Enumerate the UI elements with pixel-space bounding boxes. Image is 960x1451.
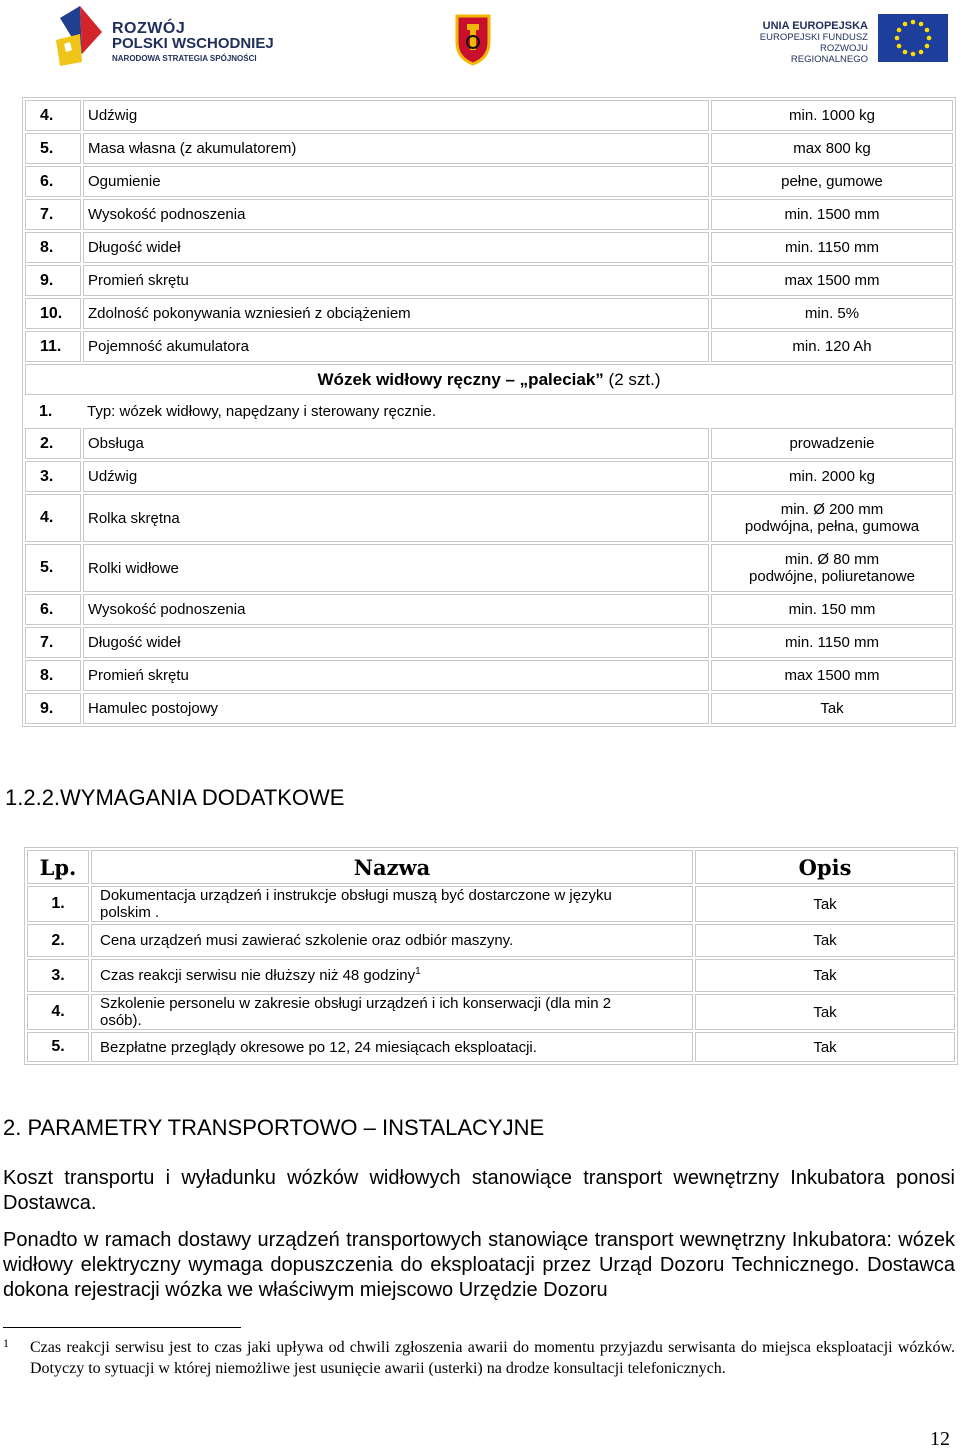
row-value: min. 1150 mm [711, 627, 953, 658]
row-value [711, 494, 953, 542]
table-row [25, 265, 953, 296]
value-line1: min. Ø 80 mm [784, 551, 880, 568]
table-row [25, 331, 953, 362]
row-number: 7. [25, 627, 81, 658]
row-label: Zdolność pokonywania wzniesień z obciążeniem [83, 298, 709, 329]
section-row [25, 364, 953, 395]
row-number: 3. [25, 461, 81, 492]
table-row [25, 627, 953, 658]
row-label: Wysokość podnoszenia [83, 199, 709, 230]
table-row [25, 298, 953, 329]
table-row [25, 133, 953, 164]
section-qty: (2 szt.) [608, 369, 661, 389]
table-row [25, 199, 953, 230]
table-row [27, 1032, 955, 1062]
row-value: Tak [695, 959, 955, 992]
row-value: min. 5% [711, 298, 953, 329]
row-number: 8. [25, 660, 81, 691]
row-value: Tak [711, 693, 953, 724]
row-label: Pojemność akumulatora [83, 331, 709, 362]
row-number: 2. [27, 924, 89, 957]
table-row [25, 693, 953, 724]
table-row [27, 959, 955, 992]
eu-line1: UNIA EUROPEJSKA [762, 20, 868, 32]
table-row [27, 924, 955, 957]
value-line2: podwójna, pełna, gumowa [744, 518, 920, 535]
table-row [25, 544, 953, 592]
row-number: 9. [25, 265, 81, 296]
row-label: Rolka skrętna [83, 494, 709, 542]
row-number: 3. [27, 959, 89, 992]
table-row [25, 397, 953, 426]
row-label: Cena urządzeń musi zawierać szkolenie oraz odbiór maszyny. [91, 924, 693, 957]
row-number: 1. [39, 402, 53, 420]
eu-text [748, 20, 868, 65]
row-label: Udźwig [83, 461, 709, 492]
table-row [25, 166, 953, 197]
row-value: pełne, gumowe [711, 166, 953, 197]
row-value: max 1500 mm [711, 660, 953, 691]
row-value: Tak [695, 886, 955, 922]
row-number: 4. [25, 100, 81, 131]
row-label-text: Czas reakcji serwisu nie dłuższy niż 48 godziny [100, 967, 416, 984]
footnote-reference[interactable]: 1 [415, 966, 421, 977]
row-label: Długość wideł [83, 232, 709, 263]
row-value: prowadzenie [711, 428, 953, 459]
row-number: 2. [25, 428, 81, 459]
row-value: min. 1150 mm [711, 232, 953, 263]
row-number: 4. [27, 994, 89, 1030]
row-number: 9. [25, 693, 81, 724]
column-header-desc: Opis [695, 850, 955, 884]
row-value: Tak [695, 924, 955, 957]
row-label: Promień skrętu [83, 660, 709, 691]
row-value: Tak [695, 1032, 955, 1062]
row-label: Udźwig [83, 100, 709, 131]
spec-table [22, 97, 956, 727]
row-label: Długość wideł [83, 627, 709, 658]
section-title [25, 364, 953, 395]
table-row [25, 232, 953, 263]
crest-logo [453, 12, 493, 66]
section-heading-additional-requirements: 1.2.2.WYMAGANIA DODATKOWE [5, 785, 345, 810]
row-value [711, 544, 953, 592]
table-row [25, 100, 953, 131]
requirements-table [24, 847, 958, 1065]
row-label: Obsługa [83, 428, 709, 459]
row-number: 5. [27, 1032, 89, 1062]
row-value: min. 1000 kg [711, 100, 953, 131]
row-value: min. 120 Ah [711, 331, 953, 362]
paragraph-transport-cost: Koszt transportu i wyładunku wózków widłowych stanowiące transport wewnętrzny Inkubatora ponosi Dostawca. [3, 1167, 955, 1214]
column-header-name: Nazwa [91, 850, 693, 884]
row-number: 7. [25, 199, 81, 230]
column-header-lp: Lp. [27, 850, 89, 884]
row-value: min. 2000 kg [711, 461, 953, 492]
row-label: Bezpłatne przeglądy okresowe po 12, 24 miesiącach eksploatacji. [91, 1032, 693, 1062]
eu-line3: ROZWOJU REGIONALNEGO [790, 43, 868, 65]
rps-emblem-icon [50, 4, 110, 68]
page-number: 12 [930, 1428, 950, 1450]
row-value: max 800 kg [711, 133, 953, 164]
row-label: Wysokość podnoszenia [83, 594, 709, 625]
table-header-row [27, 850, 955, 884]
row-label: Szkolenie personelu w zakresie obsługi urządzeń i ich konserwacji (dla min 2 osób). [91, 994, 693, 1030]
footnote-mark: 1 [3, 1336, 9, 1350]
row-number: 6. [25, 166, 81, 197]
row-number: 8. [25, 232, 81, 263]
rps-title-line2: POLSKI WSCHODNIEJ [112, 35, 274, 52]
section-heading-transport: 2. PARAMETRY TRANSPORTOWO – INSTALACYJNE [3, 1115, 545, 1140]
table-row [25, 594, 953, 625]
section-title-text: Wózek widłowy ręczny – „paleciak” [317, 369, 604, 389]
row-number: 6. [25, 594, 81, 625]
table-row [25, 494, 953, 542]
row-label [91, 959, 693, 992]
row-label: Ogumienie [83, 166, 709, 197]
rps-title-line1: ROZWÓJ [112, 20, 186, 37]
paragraph-udt-registration: Ponadto w ramach dostawy urządzeń transportowych stanowiące transport wewnętrzny Inkubatora: wózek widłowy elektryczny wymaga dopuszczenia do eksploatacji przez Urząd Dozoru Technicznego. Dostawca dokona rejestracji wózka we właściwym miejscowo Urzędzie Dozoru [3, 1229, 955, 1301]
table-row [25, 461, 953, 492]
row-value: min. 150 mm [711, 594, 953, 625]
eu-flag-icon [878, 14, 948, 62]
value-line2: podwójne, poliuretanowe [749, 568, 915, 585]
table-row [25, 660, 953, 691]
value-line1: min. Ø 200 mm [780, 501, 884, 518]
eu-logo [748, 10, 948, 66]
row-number: 4. [25, 494, 81, 542]
row-label: Dokumentacja urządzeń i instrukcje obsługi muszą być dostarczone w języku polskim . [91, 886, 693, 922]
rozwoj-polski-wschodniej-logo [50, 4, 320, 68]
table-row [25, 428, 953, 459]
row-number: 10. [25, 298, 81, 329]
row-label: Masa własna (z akumulatorem) [83, 133, 709, 164]
footnote-text: Czas reakcji serwisu jest to czas jaki upływa od chwili zgłoszenia awarii do momentu przyjazdu serwisanta do miejsca eksploatacji wózków. Dotyczy to sytuacji w której niemożliwe jest usunięcie awarii (usterki) na drodze konsultacji telefonicznych. [30, 1339, 955, 1377]
row-value: max 1500 mm [711, 265, 953, 296]
rps-subtitle: NARODOWA STRATEGIA SPÓJNOŚCI [112, 54, 257, 63]
table-row [27, 886, 955, 922]
eu-line2: EUROPEJSKI FUNDUSZ [759, 32, 868, 43]
table-row [27, 994, 955, 1030]
row-label: Hamulec postojowy [83, 693, 709, 724]
shield-icon [453, 12, 493, 66]
row-label: Typ: wózek widłowy, napędzany i sterowany ręcznie. [87, 403, 437, 420]
row-number: 5. [25, 544, 81, 592]
row-number: 1. [27, 886, 89, 922]
row-label: Promień skrętu [83, 265, 709, 296]
row-value: min. 1500 mm [711, 199, 953, 230]
row-label: Rolki widłowe [83, 544, 709, 592]
row-number: 11. [25, 331, 81, 362]
row-number: 5. [25, 133, 81, 164]
footnote-divider [3, 1327, 241, 1328]
row-value: Tak [695, 994, 955, 1030]
